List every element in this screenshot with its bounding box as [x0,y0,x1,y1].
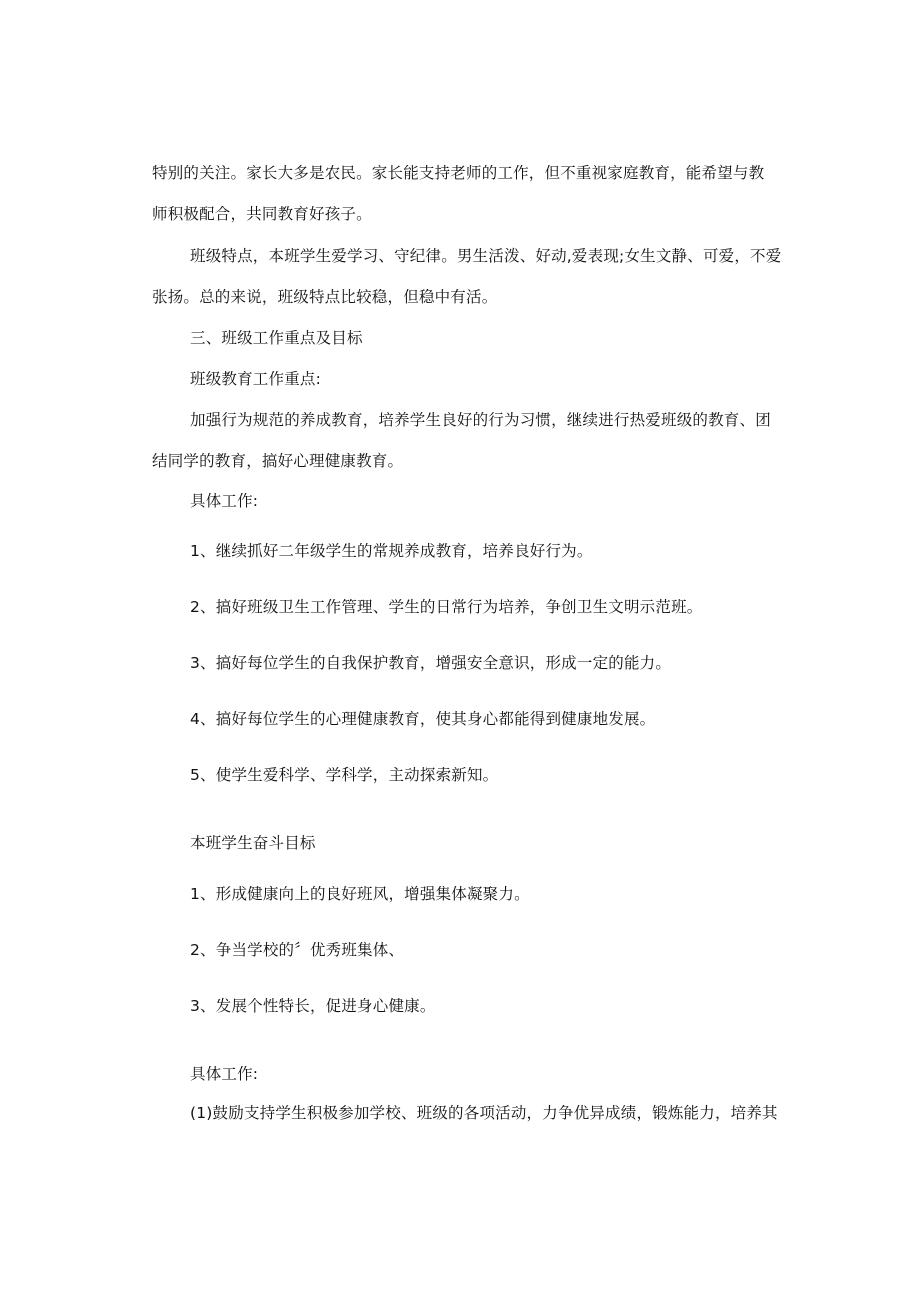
last-paragraph-line-1: (1)鼓励支持学生积极参加学校、班级的各项活动，力争优异成绩，锻炼能力，培养其 [190,1104,778,1122]
specific-work-label: 具体工作: [190,492,259,510]
section-heading: 三、班级工作重点及目标 [190,329,363,347]
work-item: 1、继续抓好二年级学生的常规养成教育，培养良好行为。 [190,542,593,560]
goal-item: 2、争当学校的〞优秀班集体、 [190,941,405,959]
work-item: 3、搞好每位学生的自我保护教育，增强安全意识，形成一定的能力。 [190,654,672,672]
goal-item: 1、形成健康向上的良好班风，增强集体凝聚力。 [190,885,530,903]
education-focus-line-2: 结同学的教育，搞好心理健康教育。 [152,452,404,470]
specific-work-label-2: 具体工作: [190,1065,259,1083]
work-item: 2、搞好班级卫生工作管理、学生的日常行为培养，争创卫生文明示范班。 [190,598,703,616]
work-item: 4、搞好每位学生的心理健康教育，使其身心都能得到健康地发展。 [190,710,656,728]
work-item: 5、使学生爱科学、学科学，主动探索新知。 [190,766,499,784]
goal-item: 3、发展个性特长，促进身心健康。 [190,997,436,1015]
class-features-line-1: 班级特点，本班学生爱学习、守纪律。男生活泼、好动,爱表现;女生文静、可爱，不爱 [190,247,782,265]
class-features-line-2: 张扬。总的来说，班级特点比较稳，但稳中有活。 [152,288,498,306]
education-focus-label: 班级教育工作重点: [190,370,322,388]
goals-label: 本班学生奋斗目标 [190,834,316,852]
intro-paragraph-line-1: 特别的关注。家长大多是农民。家长能支持老师的工作，但不重视家庭教育，能希望与教 [152,164,765,182]
education-focus-line-1: 加强行为规范的养成教育，培养学生良好的行为习惯，继续进行热爱班级的教育、团 [190,411,771,429]
intro-paragraph-line-2: 师积极配合，共同教育好孩子。 [152,205,372,223]
